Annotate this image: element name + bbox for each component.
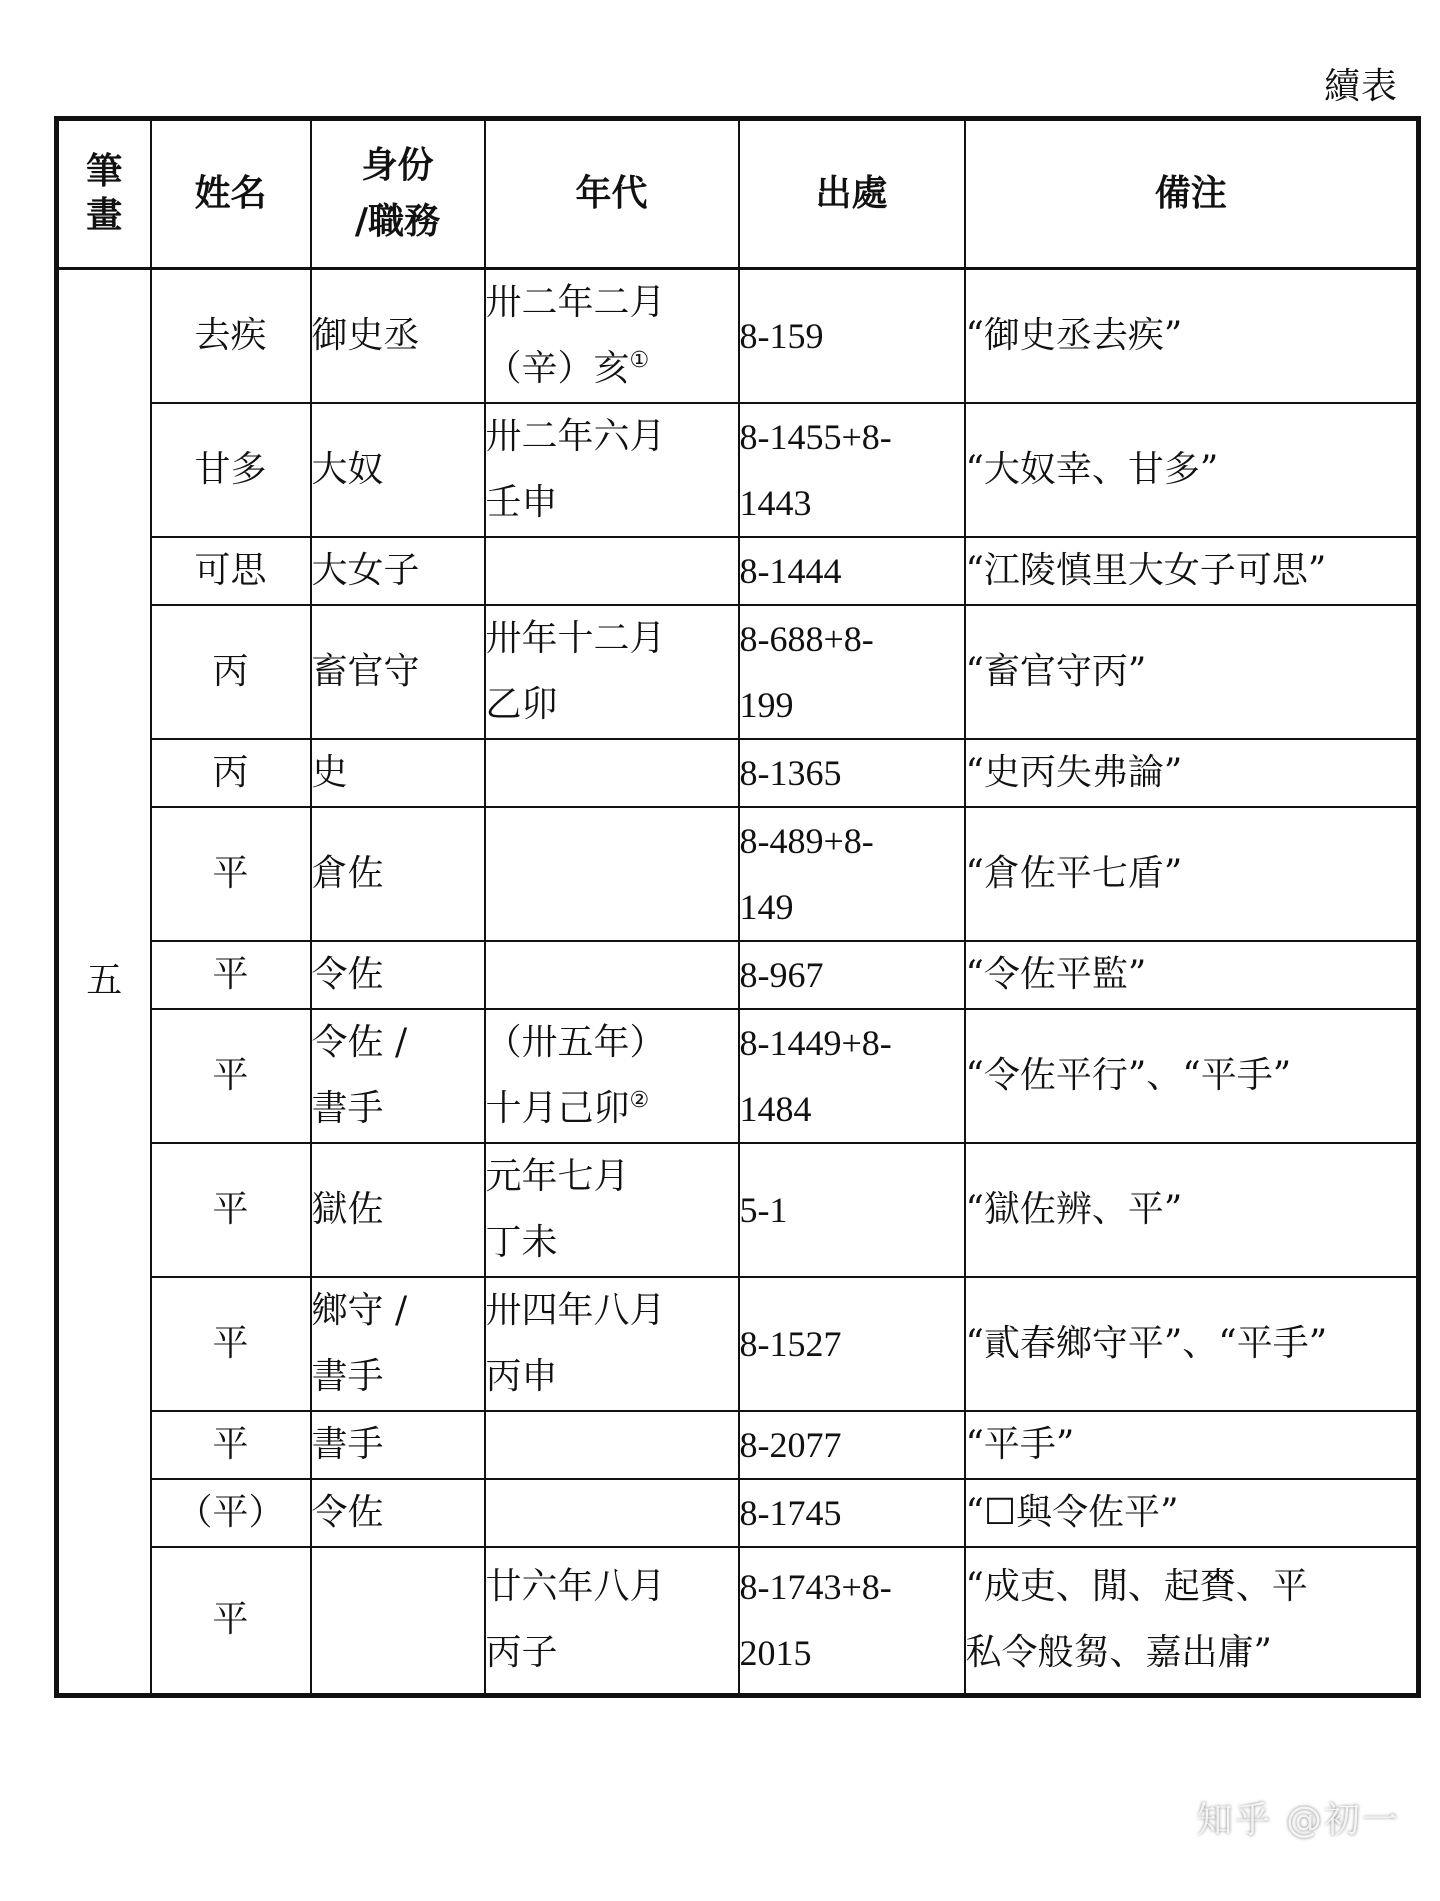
role-cell-line xyxy=(312,1278,484,1344)
date-cell-text: （辛）亥 xyxy=(485,348,630,389)
note-cell xyxy=(965,739,1419,807)
note-cell xyxy=(965,1411,1419,1479)
officials-table xyxy=(54,116,1421,1698)
date-cell-text: 丙子 xyxy=(485,1632,558,1674)
source-cell-line xyxy=(740,404,964,470)
role-cell xyxy=(311,1547,485,1695)
note-cell-line xyxy=(966,740,1417,806)
source-cell-text: 199 xyxy=(739,685,794,725)
date-cell xyxy=(485,807,739,941)
note-cell xyxy=(965,1547,1419,1695)
source-cell-line xyxy=(740,1554,964,1620)
role-cell-line xyxy=(312,1076,484,1142)
date-cell-text: 卅年十二月 xyxy=(485,618,666,659)
date-cell xyxy=(485,403,739,537)
role-cell-text: 令佐 xyxy=(311,1492,384,1533)
name-cell: 平 xyxy=(151,941,311,1009)
source-cell-line xyxy=(740,942,964,1008)
role-cell-text: 御史丞 xyxy=(311,315,420,356)
name-cell: 平 xyxy=(151,1143,311,1277)
role-cell-text: 書手 xyxy=(311,1424,384,1465)
role-cell xyxy=(311,739,485,807)
source-cell-text: 8-2077 xyxy=(739,1425,842,1465)
name-cell: 平 xyxy=(151,1547,311,1695)
name-cell: 平 xyxy=(151,807,311,941)
table-row xyxy=(57,605,1419,739)
continued-label: 續表 xyxy=(1323,66,1398,107)
source-cell xyxy=(739,1479,965,1547)
name-cell: 平 xyxy=(151,1277,311,1411)
note-cell-text: “大奴幸、甘多” xyxy=(965,449,1219,490)
header-identity-line2: /職務 xyxy=(354,201,441,242)
source-cell xyxy=(739,1277,965,1411)
table-row xyxy=(57,1009,1419,1143)
date-cell-text: 元年七月 xyxy=(485,1156,630,1197)
role-cell-text: 畜官守 xyxy=(311,651,420,692)
note-cell-line xyxy=(966,841,1417,907)
note-cell xyxy=(965,1143,1419,1277)
date-cell-line xyxy=(486,270,738,336)
source-cell-line xyxy=(740,606,964,672)
source-cell-text: 8-967 xyxy=(739,955,824,995)
role-cell-line xyxy=(312,303,484,369)
name-cell: 甘多 xyxy=(151,403,311,537)
source-cell-text: 1443 xyxy=(739,483,812,523)
note-cell-line xyxy=(966,1554,1417,1620)
date-cell xyxy=(485,1411,739,1479)
date-cell-line xyxy=(486,1210,738,1276)
source-cell-line xyxy=(740,470,964,536)
role-cell-line xyxy=(312,1344,484,1410)
header-strokes-line2: 畫 xyxy=(86,195,123,236)
source-cell-text: 2015 xyxy=(739,1633,812,1674)
date-cell-line xyxy=(486,336,738,402)
note-cell-text: “江陵慎里大女子可思” xyxy=(965,550,1327,591)
role-cell xyxy=(311,537,485,605)
date-cell-line xyxy=(486,1076,738,1142)
role-cell xyxy=(311,403,485,537)
source-cell-text: 1484 xyxy=(739,1089,812,1129)
note-cell-line xyxy=(966,538,1417,604)
source-cell xyxy=(739,1547,965,1695)
role-cell-text: 書手 xyxy=(311,1356,384,1397)
note-cell-text: “貳春鄉守平”、“平手” xyxy=(965,1323,1328,1364)
note-cell-text: “令佐平監” xyxy=(965,954,1147,995)
role-cell-text: 令佐 / xyxy=(311,1022,408,1063)
role-cell-text: 史 xyxy=(311,752,348,793)
header-date: 年代 xyxy=(485,119,739,269)
date-cell xyxy=(485,1143,739,1277)
note-cell-text: “獄佐辨、平” xyxy=(965,1189,1183,1230)
date-cell-text: 卅二年六月 xyxy=(485,416,666,457)
header-strokes-line1: 筆 xyxy=(86,151,123,192)
role-cell-line xyxy=(312,1010,484,1076)
table-row xyxy=(57,269,1419,404)
role-cell-line xyxy=(312,841,484,907)
table-row xyxy=(57,1479,1419,1547)
stroke-group-cell: 五 xyxy=(57,269,151,1696)
date-cell-text: 丁未 xyxy=(485,1222,558,1263)
table-row xyxy=(57,1277,1419,1411)
role-cell xyxy=(311,807,485,941)
role-cell-line xyxy=(312,1177,484,1243)
source-cell-text: 8-1455+8- xyxy=(739,417,892,457)
note-cell xyxy=(965,403,1419,537)
source-cell-line xyxy=(740,1076,964,1142)
table-row xyxy=(57,1143,1419,1277)
name-cell: （平） xyxy=(151,1479,311,1547)
role-cell-line xyxy=(312,639,484,705)
note-cell-line xyxy=(966,1043,1417,1109)
source-cell-line xyxy=(740,1620,964,1686)
role-cell-text: 大奴 xyxy=(311,449,384,490)
date-cell xyxy=(485,1547,739,1695)
note-cell-text: “御史丞去疾” xyxy=(965,315,1183,356)
date-cell xyxy=(485,941,739,1009)
note-cell xyxy=(965,1009,1419,1143)
source-cell xyxy=(739,1009,965,1143)
watermark: 知乎 @初一 xyxy=(1196,1800,1400,1841)
header-note: 備注 xyxy=(965,119,1419,269)
note-cell-text: “成吏、閒、起賚、平 xyxy=(965,1566,1308,1608)
source-cell-line xyxy=(740,1010,964,1076)
footnote-marker: ① xyxy=(629,348,650,373)
source-cell xyxy=(739,1143,965,1277)
note-cell-line xyxy=(966,639,1417,705)
source-cell-text: 8-1449+8- xyxy=(739,1023,892,1063)
date-cell xyxy=(485,739,739,807)
source-cell-text: 8-1743+8- xyxy=(739,1567,892,1608)
header-name: 姓名 xyxy=(151,119,311,269)
role-cell-text: 倉佐 xyxy=(311,853,384,894)
date-cell-text: 卅二年二月 xyxy=(485,282,666,323)
source-cell-text: 8-1444 xyxy=(739,551,842,591)
role-cell-text: 鄉守 / xyxy=(311,1290,408,1331)
source-cell-line xyxy=(740,538,964,604)
source-cell-line xyxy=(740,1177,964,1243)
name-cell: 平 xyxy=(151,1411,311,1479)
role-cell xyxy=(311,269,485,404)
header-source: 出處 xyxy=(739,119,965,269)
role-cell-line xyxy=(312,942,484,1008)
source-cell xyxy=(739,537,965,605)
note-cell-text: “令佐平行”、“平手” xyxy=(965,1055,1292,1096)
header-identity-line1: 身份 xyxy=(361,145,434,186)
note-cell-line xyxy=(966,1412,1417,1478)
note-cell-line xyxy=(966,942,1417,1008)
role-cell xyxy=(311,1277,485,1411)
table-row xyxy=(57,1547,1419,1695)
date-cell-line xyxy=(486,1144,738,1210)
date-cell-text: 廿六年八月 xyxy=(485,1566,666,1608)
source-cell-text: 8-159 xyxy=(739,316,824,356)
note-cell-line xyxy=(966,1177,1417,1243)
note-cell-text: “倉佐平七盾” xyxy=(965,853,1183,894)
role-cell-line xyxy=(312,538,484,604)
source-cell xyxy=(739,1411,965,1479)
date-cell-text: 丙申 xyxy=(485,1356,558,1397)
date-cell-line xyxy=(486,1554,738,1620)
source-cell xyxy=(739,807,965,941)
table-row xyxy=(57,403,1419,537)
source-cell xyxy=(739,403,965,537)
role-cell-line xyxy=(312,1412,484,1478)
header-identity xyxy=(311,119,485,269)
source-cell-text: 5-1 xyxy=(739,1190,788,1230)
role-cell-line xyxy=(312,437,484,503)
role-cell-line xyxy=(312,1480,484,1546)
role-cell xyxy=(311,941,485,1009)
role-cell-line xyxy=(312,740,484,806)
date-cell-line xyxy=(486,1278,738,1344)
source-cell-line xyxy=(740,1311,964,1377)
source-cell xyxy=(739,739,965,807)
source-cell-line xyxy=(740,1480,964,1546)
source-cell-line xyxy=(740,874,964,940)
table-header xyxy=(57,119,1419,269)
date-cell-line xyxy=(486,606,738,672)
role-cell-text: 大女子 xyxy=(311,550,420,591)
note-cell xyxy=(965,537,1419,605)
note-cell-text: “史丙失弗論” xyxy=(965,752,1183,793)
table-row xyxy=(57,1411,1419,1479)
header-strokes xyxy=(57,119,151,269)
source-cell-text: 149 xyxy=(739,887,794,927)
name-cell: 丙 xyxy=(151,605,311,739)
role-cell-text: 令佐 xyxy=(311,954,384,995)
note-cell-text: 私令般芻、嘉出庸” xyxy=(965,1632,1272,1674)
source-cell xyxy=(739,269,965,404)
source-cell xyxy=(739,941,965,1009)
table-row xyxy=(57,941,1419,1009)
name-cell: 丙 xyxy=(151,739,311,807)
note-cell-line xyxy=(966,1480,1417,1546)
table-row xyxy=(57,537,1419,605)
note-cell-text: “畜官守丙” xyxy=(965,651,1147,692)
date-cell xyxy=(485,537,739,605)
role-cell xyxy=(311,1411,485,1479)
note-cell-text: “☐與令佐平” xyxy=(965,1492,1179,1533)
role-cell-text: 書手 xyxy=(311,1088,384,1129)
date-cell xyxy=(485,1277,739,1411)
source-cell-text: 8-489+8- xyxy=(739,821,874,861)
table-body xyxy=(57,269,1419,1696)
source-cell-line xyxy=(740,1412,964,1478)
date-cell-text: （卅五年） xyxy=(485,1022,666,1063)
footnote-marker: ② xyxy=(629,1088,650,1113)
source-cell-text: 8-688+8- xyxy=(739,619,874,659)
name-cell: 去疾 xyxy=(151,269,311,404)
date-cell xyxy=(485,269,739,404)
source-cell-text: 8-1365 xyxy=(739,753,842,793)
note-cell-line xyxy=(966,303,1417,369)
note-cell-line xyxy=(966,437,1417,503)
source-cell-line xyxy=(740,672,964,738)
table-row xyxy=(57,807,1419,941)
date-cell xyxy=(485,1479,739,1547)
name-cell: 可思 xyxy=(151,537,311,605)
date-cell-text: 乙卯 xyxy=(485,684,558,725)
note-cell xyxy=(965,1277,1419,1411)
note-cell-line xyxy=(966,1620,1417,1686)
date-cell-line xyxy=(486,470,738,536)
note-cell xyxy=(965,605,1419,739)
source-cell-line xyxy=(740,808,964,874)
note-cell xyxy=(965,807,1419,941)
role-cell xyxy=(311,1143,485,1277)
note-cell xyxy=(965,1479,1419,1547)
role-cell xyxy=(311,605,485,739)
source-cell-text: 8-1527 xyxy=(739,1324,842,1364)
source-cell-line xyxy=(740,740,964,806)
date-cell-line xyxy=(486,1344,738,1410)
date-cell-line xyxy=(486,1620,738,1686)
date-cell-line xyxy=(486,1010,738,1076)
role-cell xyxy=(311,1009,485,1143)
note-cell xyxy=(965,269,1419,404)
source-cell-text: 8-1745 xyxy=(739,1493,842,1533)
source-cell xyxy=(739,605,965,739)
date-cell-text: 壬申 xyxy=(485,482,558,523)
note-cell-text: “平手” xyxy=(965,1424,1075,1465)
source-cell-line xyxy=(740,303,964,369)
role-cell-text: 獄佐 xyxy=(311,1189,384,1230)
name-cell: 平 xyxy=(151,1009,311,1143)
role-cell xyxy=(311,1479,485,1547)
table-row xyxy=(57,739,1419,807)
date-cell-line xyxy=(486,672,738,738)
date-cell-line xyxy=(486,404,738,470)
date-cell xyxy=(485,1009,739,1143)
date-cell xyxy=(485,605,739,739)
date-cell-text: 十月己卯 xyxy=(485,1088,630,1129)
note-cell-line xyxy=(966,1311,1417,1377)
date-cell-text: 卅四年八月 xyxy=(485,1290,666,1331)
note-cell xyxy=(965,941,1419,1009)
